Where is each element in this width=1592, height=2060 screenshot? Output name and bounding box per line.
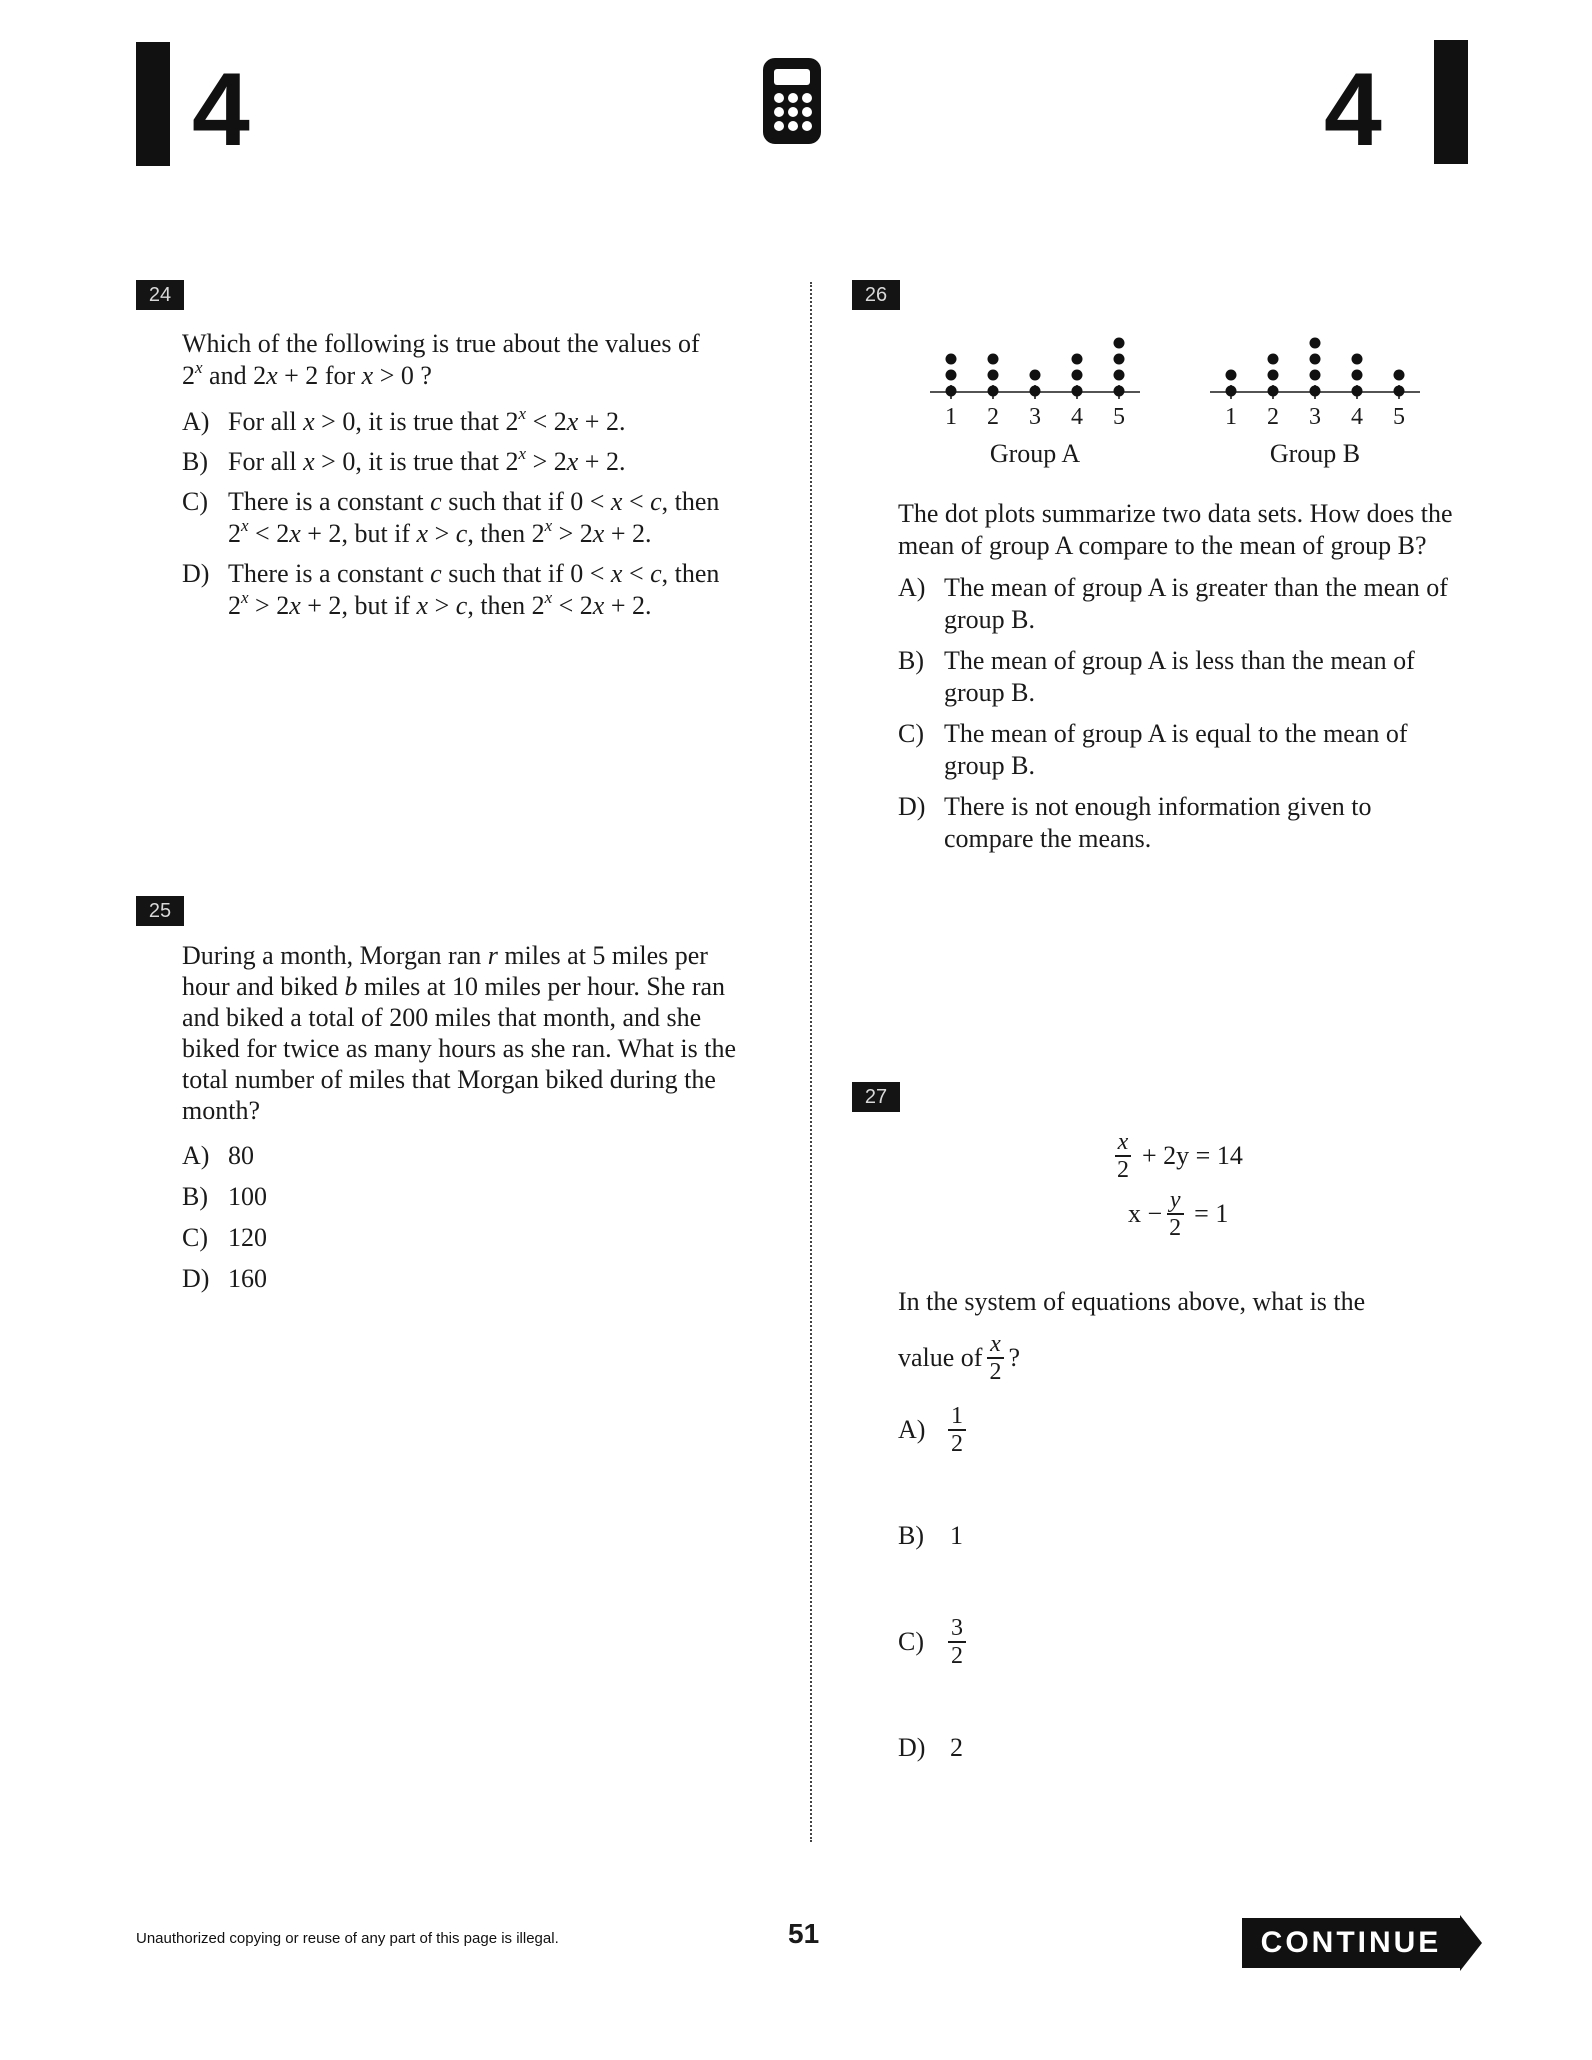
dot-plot-tick-label: 3 bbox=[1309, 404, 1321, 430]
dot-plot-point bbox=[1268, 354, 1279, 365]
question-27 bbox=[898, 1286, 1498, 1780]
dot-plot-point bbox=[1268, 386, 1279, 397]
answer-option[interactable]: C) The mean of group A is equal to the mean of group B. bbox=[898, 719, 1408, 780]
dot-plot-tick-label: 2 bbox=[987, 404, 999, 430]
question-number-26: 26 bbox=[852, 280, 900, 310]
dot-plot-tick-label: 3 bbox=[1029, 404, 1041, 430]
question-27-stem: In the system of equations above, what is the value of $\frac{x}{2}$ ? bbox=[898, 1287, 1366, 1385]
section-number-right: 4 bbox=[1324, 52, 1382, 168]
dot-plot-tick-label: 5 bbox=[1113, 404, 1125, 430]
dot-plot-group-b bbox=[1210, 338, 1420, 469]
answer-option[interactable]: A) For all x > 0, it is true that $2^x < 2x + 2$. bbox=[182, 404, 626, 436]
dot-plot-point bbox=[988, 354, 999, 365]
dot-plot-point bbox=[1072, 354, 1083, 365]
dot-plot-point bbox=[1394, 386, 1405, 397]
dot-plots bbox=[930, 320, 1450, 480]
answer-option[interactable]: B) 100 bbox=[182, 1182, 267, 1211]
question-24-stem: Which of the following is true about the values of 2$^x$ and 2x + 2 for x > 0 ? bbox=[182, 329, 700, 390]
dot-plot-point bbox=[946, 354, 957, 365]
answer-option[interactable]: D) There is not enough information given to compare the means. bbox=[898, 792, 1372, 853]
answer-option[interactable]: A) The mean of group A is greater than the mean of group B. bbox=[898, 573, 1448, 634]
question-number-24: 24 bbox=[136, 280, 184, 310]
question-26-stem: The dot plots summarize two data sets. How does the mean of group A compare to the mean of group B? bbox=[898, 499, 1453, 560]
dot-plot-point bbox=[1030, 386, 1041, 397]
dot-plot-point bbox=[1226, 370, 1237, 381]
dot-plot-tick-label: 5 bbox=[1393, 404, 1405, 430]
answer-option[interactable]: B) 1 bbox=[898, 1521, 963, 1550]
equation-2: x − $\frac{y}{2}$ = 1 bbox=[1128, 1187, 1229, 1241]
dot-plot-point bbox=[1352, 354, 1363, 365]
continue-button[interactable] bbox=[1242, 1918, 1482, 1968]
dot-plot-point bbox=[1352, 386, 1363, 397]
dot-plot-point bbox=[1268, 370, 1279, 381]
answer-option[interactable]: B) For all x > 0, it is true that $2^x > 2x + 2$. bbox=[182, 444, 626, 476]
dot-plot-point bbox=[1114, 386, 1125, 397]
dot-plot-point bbox=[1072, 370, 1083, 381]
question-26 bbox=[898, 498, 1498, 855]
dot-plot-group-a bbox=[930, 338, 1140, 469]
answer-option[interactable]: C) $\frac{3}{2}$ bbox=[898, 1610, 1498, 1674]
dot-plot-point bbox=[1352, 370, 1363, 381]
continue-label: CONTINUE bbox=[1242, 1918, 1460, 1968]
dot-plot-tick-label: 4 bbox=[1351, 404, 1363, 430]
column-divider bbox=[810, 282, 812, 1842]
section-number-left: 4 bbox=[192, 52, 250, 168]
dot-plot-point bbox=[1114, 370, 1125, 381]
dot-plot-point bbox=[1114, 338, 1125, 349]
answer-option[interactable]: A) $\frac{1}{2}$ bbox=[898, 1398, 1498, 1462]
dot-plot-point bbox=[1394, 370, 1405, 381]
dot-plot-tick-label: 2 bbox=[1267, 404, 1279, 430]
section-bar-right bbox=[1434, 40, 1468, 164]
dot-plot-point bbox=[1072, 386, 1083, 397]
dot-plot-point bbox=[1310, 354, 1321, 365]
question-25-stem: During a month, Morgan ran r miles at 5 miles per hour and biked b miles at 10 miles per hour. She ran and biked a total of 200 miles that month, and she biked for twice as many hours as she ran. What is the total number of miles that Morgan biked during the month? bbox=[182, 941, 737, 1125]
dot-plot-point bbox=[946, 370, 957, 381]
dot-plot-tick-label: 1 bbox=[945, 404, 957, 430]
dot-plot-point bbox=[946, 386, 957, 397]
dot-plot-point bbox=[1310, 338, 1321, 349]
dot-plot-point bbox=[1030, 370, 1041, 381]
copyright-notice: Unauthorized copying or reuse of any part of this page is illegal. bbox=[136, 1930, 559, 1947]
calculator-icon bbox=[763, 58, 821, 144]
dot-plot-title: Group A bbox=[989, 439, 1081, 468]
dot-plot-point bbox=[988, 370, 999, 381]
answer-option[interactable]: A) 80 bbox=[182, 1141, 254, 1170]
answer-option[interactable]: D) 160 bbox=[182, 1264, 267, 1293]
equation-1: $\frac{x}{2}$ + 2y = 14 bbox=[1110, 1130, 1350, 1182]
dot-plot-title: Group B bbox=[1269, 439, 1361, 468]
question-24 bbox=[182, 328, 782, 622]
question-25 bbox=[182, 940, 782, 1295]
dot-plot-tick-label: 1 bbox=[1225, 404, 1237, 430]
dot-plot-point bbox=[1310, 386, 1321, 397]
dot-plot-point bbox=[988, 386, 999, 397]
answer-option[interactable]: B) The mean of group A is less than the mean of group B. bbox=[898, 646, 1415, 707]
section-bar-left bbox=[136, 42, 170, 166]
dot-plot-point bbox=[1114, 354, 1125, 365]
dot-plot-point bbox=[1310, 370, 1321, 381]
equation-system bbox=[1110, 1130, 1350, 1240]
question-number-27: 27 bbox=[852, 1082, 900, 1112]
answer-option[interactable]: C) 120 bbox=[182, 1223, 267, 1252]
page-number: 51 bbox=[788, 1918, 820, 1949]
dot-plot-tick-label: 4 bbox=[1071, 404, 1083, 430]
answer-option[interactable]: D) 2 bbox=[898, 1733, 963, 1762]
arrow-right-icon bbox=[1460, 1915, 1482, 1971]
answer-option[interactable]: D) There is a constant c such that if 0 < x < c, then $2^x > 2x + 2$, but if x > c, then $2^x < 2x + 2$. bbox=[182, 559, 720, 620]
question-number-25: 25 bbox=[136, 896, 184, 926]
dot-plot-point bbox=[1226, 386, 1237, 397]
answer-option[interactable]: C) There is a constant c such that if 0 < x < c, then $2^x < 2x + 2$, but if x > c, then $2^x > 2x + 2$. bbox=[182, 487, 720, 548]
